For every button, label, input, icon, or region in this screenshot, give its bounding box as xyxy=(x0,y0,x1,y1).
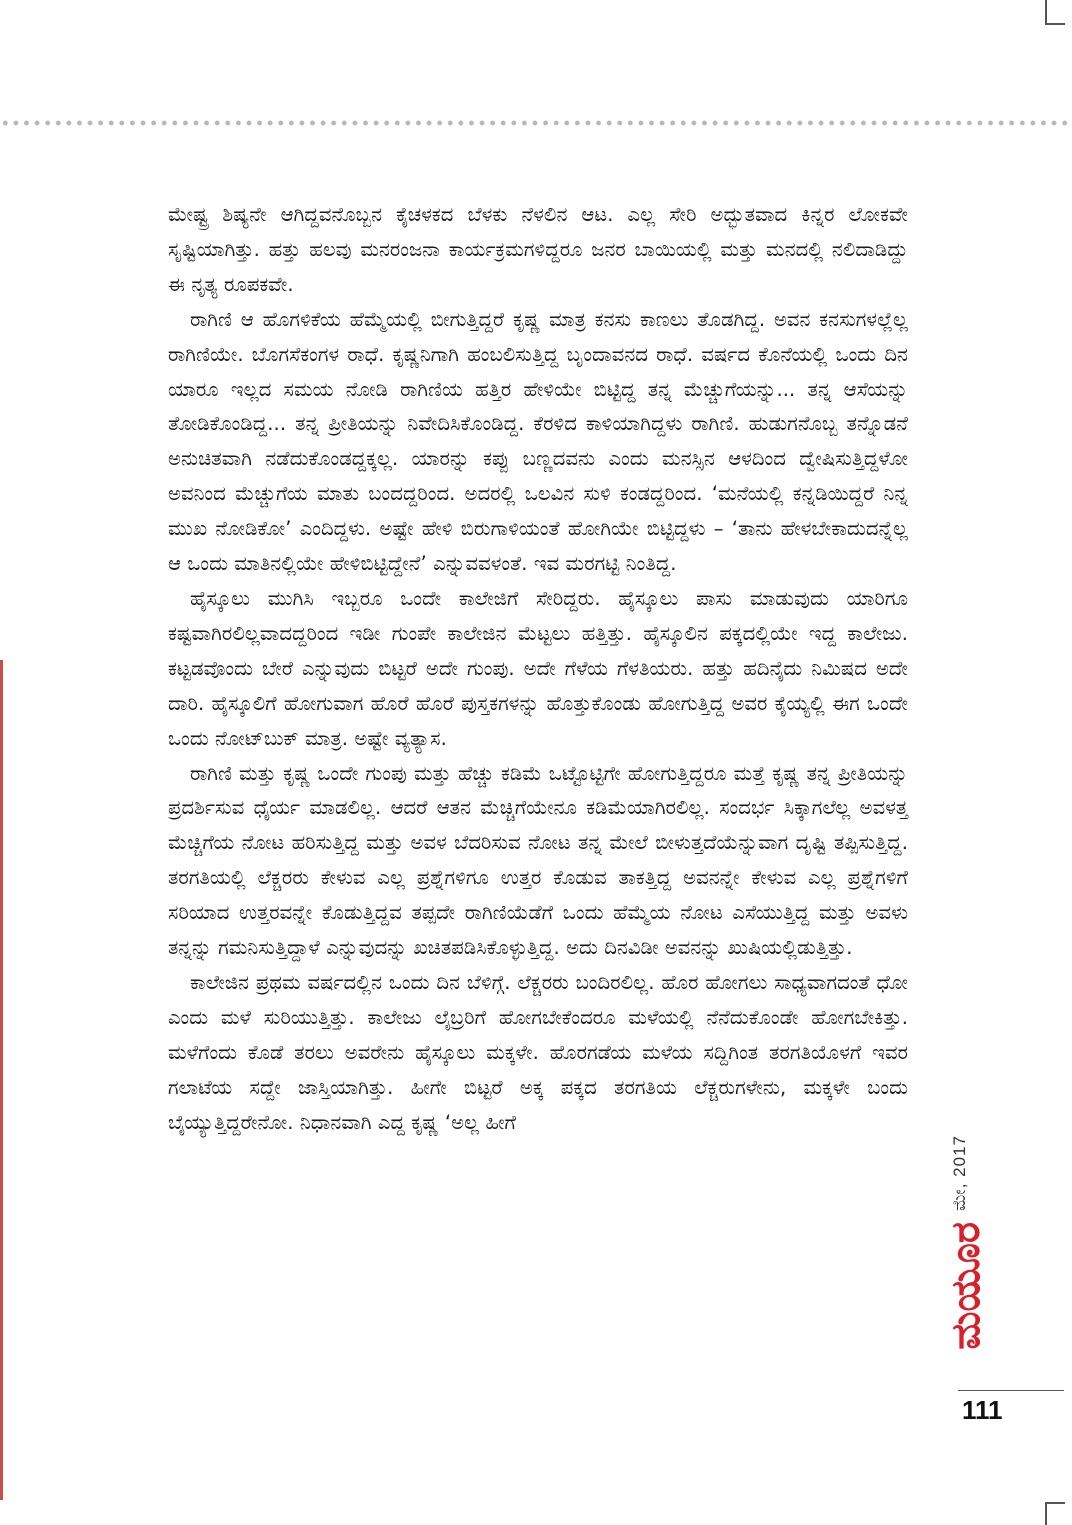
crop-mark-top-vertical xyxy=(1045,0,1047,24)
issue-date: ಮೇ, 2017 xyxy=(950,1135,969,1212)
paragraph: ರಾಗಿಣಿ ಆ ಹೊಗಳಿಕೆಯ ಹೆಮ್ಮೆಯಲ್ಲಿ ಬೀಗುತ್ತಿದ್ದರೆ ಕೃಷ್ಣ ಮಾತ್ರ ಕನಸು ಕಾಣಲು ತೊಡಗಿದ್ದ. ಅವನ ಕನಸುಗಳಲ್ಲೆಲ್ಲ ರಾಗಿಣಿಯೇ. ಬೊಗಸೆಕಂಗಳ ರಾಧೆ. ಕೃಷ್ಣನಿಗಾಗಿ ಹಂಬಲಿಸುತ್ತಿದ್ದ ಬೃಂದಾವನದ ರಾಧೆ. ವರ್ಷದ ಕೊನೆಯಲ್ಲಿ ಒಂದು ದಿನ ಯಾರೂ ಇಲ್ಲದ ಸಮಯ ನೋಡಿ ರಾಗಿಣಿಯ ಹತ್ತಿರ ಹೇಳಿಯೇ ಬಿಟ್ಟಿದ್ದ ತನ್ನ ಮೆಚ್ಚುಗೆಯನ್ನು... ತನ್ನ ಆಸೆಯನ್ನು ತೋಡಿಕೊಂಡಿದ್ದ... ತನ್ನ ಪ್ರೀತಿಯನ್ನು ನಿವೇದಿಸಿಕೊಂಡಿದ್ದ. ಕೆರಳಿದ ಕಾಳಿಯಾಗಿದ್ದಳು ರಾಗಿಣಿ. ಹುಡುಗನೊಬ್ಬ ತನ್ನೊಡನೆ ಅನುಚಿತವಾಗಿ ನಡೆದುಕೊಂಡದ್ದಕ್ಕಲ್ಲ. ಯಾರನ್ನು ಕಪ್ಪು ಬಣ್ಣದವನು ಎಂದು ಮನಸ್ಸಿನ ಆಳದಿಂದ ದ್ವೇಷಿಸುತ್ತಿದ್ದಳೋ ಅವನಿಂದ ಮೆಚ್ಚುಗೆಯ ಮಾತು ಬಂದದ್ದರಿಂದ. ಅದರಲ್ಲಿ ಒಲವಿನ ಸುಳಿ ಕಂಡದ್ದರಿಂದ. ‘ಮನೆಯಲ್ಲಿ ಕನ್ನಡಿಯಿದ್ದರೆ ನಿನ್ನ ಮುಖ ನೋಡಿಕೋ’ ಎಂದಿದ್ದಳು. ಅಷ್ಟೇ ಹೇಳಿ ಬಿರುಗಾಳಿಯಂತೆ ಹೋಗಿಯೇ ಬಿಟ್ಟಿದ್ದಳು – ‘ತಾನು ಹೇಳಬೇಕಾದುದನ್ನೆಲ್ಲ ಆ ಒಂದು ಮಾತಿನಲ್ಲಿಯೇ ಹೇಳಿಬಿಟ್ಟಿದ್ದೇನೆ’ ಎನ್ನುವವಳಂತೆ. ಇವ ಮರಗಟ್ಟಿ ನಿಂತಿದ್ದ. xyxy=(168,307,908,576)
page-number: 111 xyxy=(962,1395,1003,1425)
footer-rule xyxy=(958,1390,1064,1391)
magazine-logo: ಮಯೂರ xyxy=(943,1222,989,1350)
paragraph: ರಾಗಿಣಿ ಮತ್ತು ಕೃಷ್ಣ ಒಂದೇ ಗುಂಪು ಮತ್ತು ಹೆಚ್ಚು ಕಡಿಮೆ ಒಟ್ಟೊಟ್ಟಿಗೇ ಹೋಗುತ್ತಿದ್ದರೂ ಮತ್ತೆ ಕೃಷ್ಣ ತನ್ನ ಪ್ರೀತಿಯನ್ನು ಪ್ರದರ್ಶಿಸುವ ಧೈರ್ಯ ಮಾಡಲಿಲ್ಲ. ಆದರೆ ಆತನ ಮೆಚ್ಚಿಗೆಯೇನೂ ಕಡಿಮೆಯಾಗಿರಲಿಲ್ಲ. ಸಂದರ್ಭ ಸಿಕ್ಕಾಗಲೆಲ್ಲ ಅವಳತ್ತ ಮೆಚ್ಚಿಗೆಯ ನೋಟ ಹರಿಸುತ್ತಿದ್ದ ಮತ್ತು ಅವಳ ಬೆದರಿಸುವ ನೋಟ ತನ್ನ ಮೇಲೆ ಬೀಳುತ್ತದೆಯೆನ್ನುವಾಗ ದೃಷ್ಟಿ ತಪ್ಪಿಸುತ್ತಿದ್ದ. ತರಗತಿಯಲ್ಲಿ ಲೆಕ್ಚರರು ಕೇಳುವ ಎಲ್ಲ ಪ್ರಶ್ನೆಗಳಿಗೂ ಉತ್ತರ ಕೊಡುವ ತಾಕತ್ತಿದ್ದ ಅವನನ್ನೇ ಕೇಳುವ ಎಲ್ಲ ಪ್ರಶ್ನೆಗಳಿಗೆ ಸರಿಯಾದ ಉತ್ತರವನ್ನೇ ಕೊಡುತ್ತಿದ್ದವ ತಪ್ಪದೇ ರಾಗಿಣಿಯೆಡೆಗೆ ಒಂದು ಹೆಮ್ಮೆಯ ನೋಟ ಎಸೆಯುತ್ತಿದ್ದ ಮತ್ತು ಅವಳು ತನ್ನನ್ನು ಗಮನಿಸುತ್ತಿದ್ದಾಳೆ ಎನ್ನುವುದನ್ನು ಖಚಿತಪಡಿಸಿಕೊಳ್ಳುತ್ತಿದ್ದ. ಅದು ದಿನವಿಡೀ ಅವನನ್ನು ಖುಷಿಯಲ್ಲಿಡುತ್ತಿತ್ತು. xyxy=(168,761,908,960)
crop-mark-bottom-vertical xyxy=(1045,1502,1047,1525)
article-body xyxy=(168,198,908,1140)
page-edge-bar xyxy=(0,660,3,1500)
crop-mark-bottom-horizontal xyxy=(1045,1502,1065,1504)
paragraph: ಕಾಲೇಜಿನ ಪ್ರಥಮ ವರ್ಷದಲ್ಲಿನ ಒಂದು ದಿನ ಬೆಳಿಗ್ಗೆ. ಲೆಕ್ಚರರು ಬಂದಿರಲಿಲ್ಲ. ಹೊರ ಹೋಗಲು ಸಾಧ್ಯವಾಗದಂತೆ ಧೋ ಎಂದು ಮಳೆ ಸುರಿಯುತ್ತಿತ್ತು. ಕಾಲೇಜು ಲೈಬ್ರರಿಗೆ ಹೋಗಬೇಕೆಂದರೂ ಮಳೆಯಲ್ಲಿ ನೆನೆದುಕೊಂಡೇ ಹೋಗಬೇಕಿತ್ತು. ಮಳೆಗೆಂದು ಕೊಡೆ ತರಲು ಅವರೇನು ಹೈಸ್ಕೂಲು ಮಕ್ಕಳೇ. ಹೊರಗಡೆಯ ಮಳೆಯ ಸದ್ದಿಗಿಂತ ತರಗತಿಯೊಳಗೆ ಇವರ ಗಲಾಟೆಯ ಸದ್ದೇ ಜಾಸ್ತಿಯಾಗಿತ್ತು. ಹೀಗೇ ಬಿಟ್ಟರೆ ಅಕ್ಕ ಪಕ್ಕದ ತರಗತಿಯ ಲೆಕ್ಚರುಗಳೇನು, ಮಕ್ಕಳೇ ಬಂದು ಬೈಯ್ಯುತ್ತಿದ್ದರೇನೋ. ನಿಧಾನವಾಗಿ ಎದ್ದ ಕೃಷ್ಣ ‘ಅಲ್ಲ ಹೀಗೆ xyxy=(168,970,908,1134)
paragraph: ಮೇಷ್ಟ್ರ ಶಿಷ್ಯನೇ ಆಗಿದ್ದವನೊಬ್ಬನ ಕೈಚಳಕದ ಬೆಳಕು ನೆಳಲಿನ ಆಟ. ಎಲ್ಲ ಸೇರಿ ಅದ್ಭುತವಾದ ಕಿನ್ನರ ಲೋಕವೇ ಸೃಷ್ಟಿಯಾಗಿತ್ತು. ಹತ್ತು ಹಲವು ಮನರಂಜನಾ ಕಾರ್ಯಕ್ರಮಗಳಿದ್ದರೂ ಜನರ ಬಾಯಿಯಲ್ಲಿ ಮತ್ತು ಮನದಲ್ಲಿ ನಲಿದಾಡಿದ್ದು ಈ ನೃತ್ಯ ರೂಪಕವೇ. xyxy=(168,203,908,296)
dotted-divider xyxy=(0,119,1072,127)
paragraph: ಹೈಸ್ಕೂಲು ಮುಗಿಸಿ ಇಬ್ಬರೂ ಒಂದೇ ಕಾಲೇಜಿಗೆ ಸೇರಿದ್ದರು. ಹೈಸ್ಕೂಲು ಪಾಸು ಮಾಡುವುದು ಯಾರಿಗೂ ಕಷ್ಟವಾಗಿರಲಿಲ್ಲವಾದದ್ದರಿಂದ ಇಡೀ ಗುಂಪೇ ಕಾಲೇಜಿನ ಮೆಟ್ಟಲು ಹತ್ತಿತ್ತು. ಹೈಸ್ಕೂಲಿನ ಪಕ್ಕದಲ್ಲಿಯೇ ಇದ್ದ ಕಾಲೇಜು. ಕಟ್ಟಡವೊಂದು ಬೇರೆ ಎನ್ನುವುದು ಬಿಟ್ಟರೆ ಅದೇ ಗುಂಪು. ಅದೇ ಗೆಳೆಯ ಗೆಳತಿಯರು. ಹತ್ತು ಹದಿನೈದು ನಿಮಿಷದ ಅದೇ ದಾರಿ. ಹೈಸ್ಕೂಲಿಗೆ ಹೋಗುವಾಗ ಹೊರೆ ಹೊರೆ ಪುಸ್ತಕಗಳನ್ನು ಹೊತ್ತುಕೊಂಡು ಹೋಗುತ್ತಿದ್ದ ಅವರ ಕೈಯ್ಯಲ್ಲಿ ಈಗ ಒಂದೇ ಒಂದು ನೋಟ್‌ಬುಕ್ ಮಾತ್ರ. ಅಷ್ಟೇ ವ್ಯತ್ಯಾಸ. xyxy=(168,586,908,750)
crop-mark-top-horizontal xyxy=(1045,23,1065,25)
